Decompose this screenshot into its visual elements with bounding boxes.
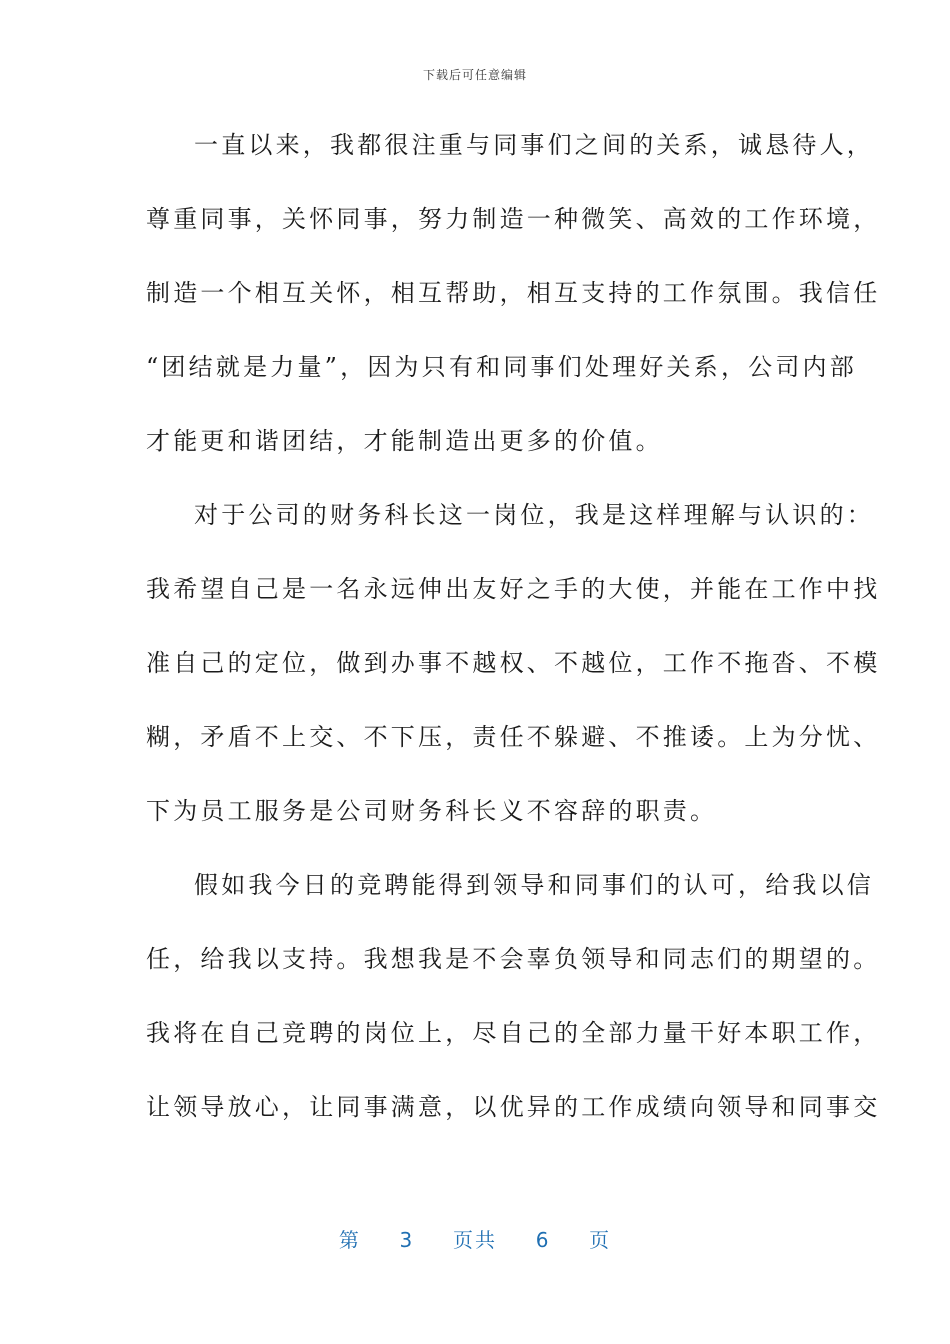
paragraph-1-line-1: 一直以来，我都很注重与同事们之间的关系，诚恳待人， bbox=[194, 131, 874, 159]
current-page-number: 3 bbox=[399, 1228, 415, 1252]
paragraph-2-line-2: 我希望自己是一名永远伸出友好之手的大使，并能在工作中找 bbox=[146, 575, 881, 603]
paragraph-1-line-4: “团结就是力量”，因为只有和同事们处理好关系，公司内部 bbox=[146, 353, 857, 381]
footer-middle: 页共 bbox=[453, 1228, 497, 1252]
paragraph-2-line-5: 下为员工服务是公司财务科长义不容辞的职责。 bbox=[146, 797, 718, 825]
paragraph-1-line-2: 尊重同事，关怀同事，努力制造一种微笑、高效的工作环境， bbox=[146, 205, 881, 233]
footer-suffix: 页 bbox=[589, 1228, 612, 1252]
document-body bbox=[146, 108, 881, 1144]
paragraph-2-line-3: 准自己的定位，做到办事不越权、不越位，工作不拖沓、不模 bbox=[146, 649, 881, 677]
paragraph-1-line-3: 制造一个相互关怀，相互帮助，相互支持的工作氛围。我信任 bbox=[146, 279, 881, 307]
paragraph-3-line-2: 任，给我以支持。我想我是不会辜负领导和同志们的期望的。 bbox=[146, 945, 881, 973]
paragraph-1-line-5: 才能更和谐团结，才能制造出更多的价值。 bbox=[146, 427, 663, 455]
paragraph-2-line-4: 糊，矛盾不上交、不下压，责任不躲避、不推诿。上为分忧、 bbox=[146, 723, 881, 751]
paragraph-3-line-3: 我将在自己竞聘的岗位上，尽自己的全部力量干好本职工作， bbox=[146, 1019, 881, 1047]
footer-prefix: 第 bbox=[338, 1228, 361, 1252]
page-number-footer bbox=[0, 1224, 950, 1253]
paragraph-3-line-1: 假如我今日的竞聘能得到领导和同事们的认可，给我以信 bbox=[194, 871, 874, 899]
paragraph-2-line-1: 对于公司的财务科长这一岗位，我是这样理解与认识的： bbox=[194, 501, 874, 529]
paragraph-3-line-4: 让领导放心，让同事满意，以优异的工作成绩向领导和同事交 bbox=[146, 1093, 881, 1121]
total-pages-number: 6 bbox=[535, 1228, 551, 1252]
page-header: 下载后可任意编辑 bbox=[422, 68, 527, 82]
